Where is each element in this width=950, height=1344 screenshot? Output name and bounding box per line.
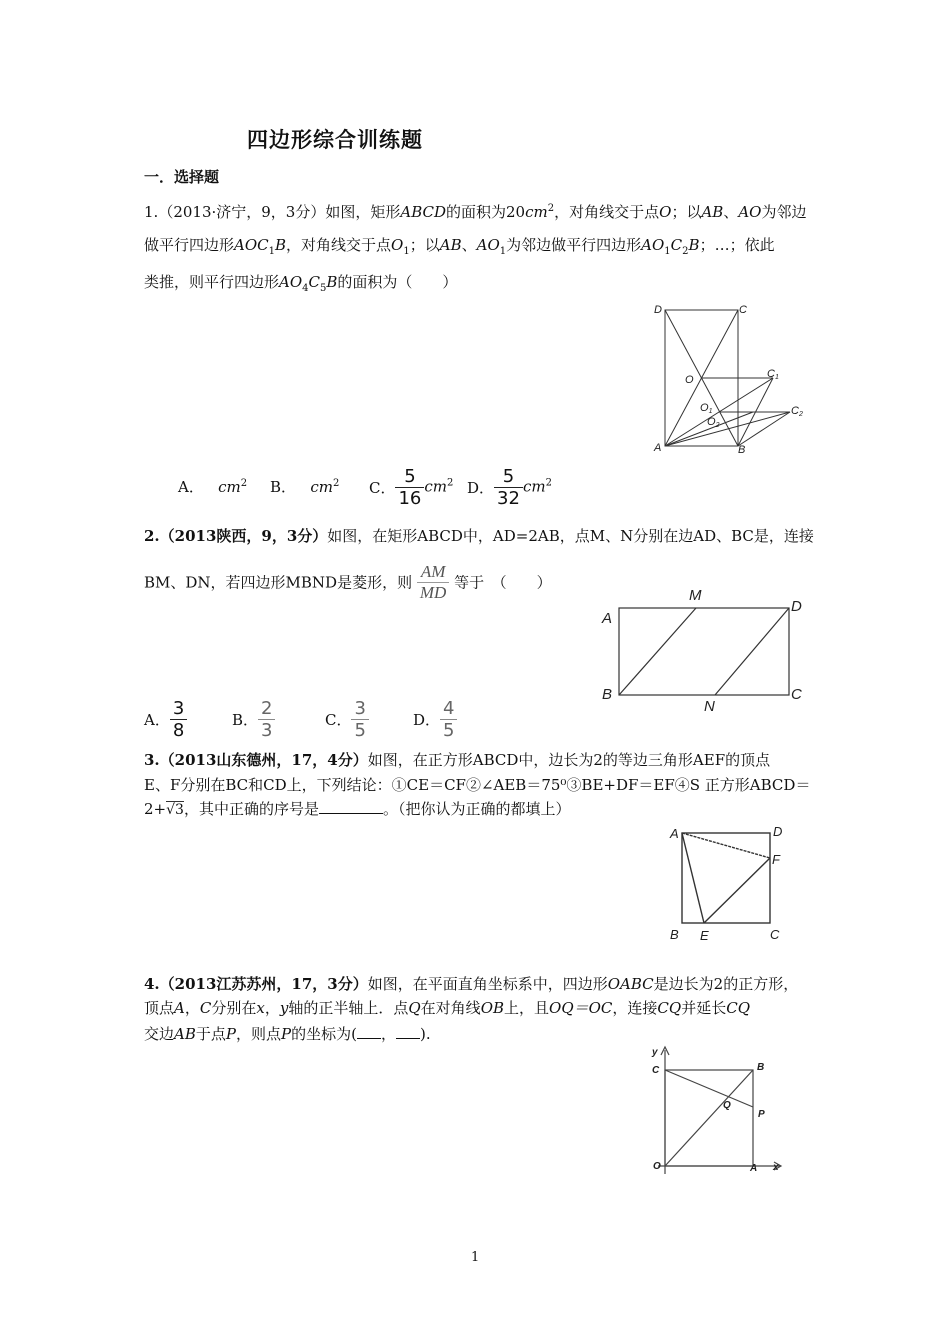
svg-text:B: B xyxy=(670,927,679,942)
svg-text:C: C xyxy=(770,927,780,942)
q4-figure xyxy=(640,1042,790,1182)
svg-text:E: E xyxy=(700,928,709,943)
q1-line3: 类推，则平行四边形$AO_4C_5B$的面积为（ ） xyxy=(144,273,458,294)
q2-figure xyxy=(595,583,815,715)
svg-text:D: D xyxy=(773,824,783,839)
rectangle-abcd xyxy=(619,608,789,695)
label-d: D xyxy=(654,304,662,316)
svg-text:x: x xyxy=(773,1162,779,1173)
q3-figure xyxy=(662,822,792,947)
svg-text:A: A xyxy=(602,610,613,627)
svg-text:C: C xyxy=(652,1065,660,1076)
answer-blank[interactable] xyxy=(319,813,383,814)
page-title: 四边形综合训练题 xyxy=(247,127,423,152)
segment-dn xyxy=(715,608,789,695)
label-a: A xyxy=(654,442,662,454)
q4-line2: 顶点A，C分别在x，y轴的正半轴上．点Q在对角线OB上，且OQ＝OC，连接CQ并延长CQ xyxy=(144,999,750,1017)
q1-option-d[interactable]: D． $\frac{5}{32}$ $cm^2$ xyxy=(467,466,552,509)
label-o2: O2 xyxy=(707,416,720,429)
svg-text:B: B xyxy=(757,1062,765,1073)
answer-blank-y[interactable] xyxy=(396,1038,420,1039)
diagonal-ob xyxy=(665,1070,753,1166)
q4-line1: 4.（2013江苏苏州，17，3分）如图，在平面直角坐标系中，四边形OABC是边长为2的正方形， xyxy=(144,975,799,993)
q1-figure xyxy=(645,300,815,460)
square-abcd xyxy=(682,833,770,923)
svg-text:O: O xyxy=(653,1161,661,1172)
svg-text:N: N xyxy=(704,698,715,715)
answer-blank-x[interactable] xyxy=(357,1038,381,1039)
q2-line2: BM、DN，若四边形MBND是菱形，则 $\frac{AM}{MD}$ 等于 （ ） xyxy=(144,562,552,602)
svg-text:y: y xyxy=(652,1047,658,1058)
q2-option-c[interactable]: C． $\frac{3}{5}$ xyxy=(325,698,369,741)
q2-fraction: $\frac{AM}{MD}$ xyxy=(417,562,449,603)
q2-option-a[interactable]: A． $\frac{3}{8}$ xyxy=(144,698,187,741)
label-o: O xyxy=(685,374,694,386)
svg-text:Q: Q xyxy=(723,1100,731,1111)
page-number: 1 xyxy=(471,1250,480,1265)
svg-text:B: B xyxy=(602,686,613,703)
q2-option-d[interactable]: D． $\frac{4}{5}$ xyxy=(413,698,457,741)
label-o1: O1 xyxy=(700,402,713,415)
label-c: C xyxy=(739,304,747,316)
q3-line1: 3.（2013山东德州，17，4分）如图，在正方形ABCD中，边长为2的等边三角形AEF的顶点 xyxy=(144,751,771,769)
sqrt-symbol: √3 xyxy=(166,802,184,818)
q2-line1: 2.（2013陕西，9，3分）如图，在矩形ABCD中，AD=2AB，点M、N分别在边AD、BC是，连接 xyxy=(144,527,814,545)
q1-option-b[interactable]: B． $cm^2$ xyxy=(270,478,340,496)
svg-text:M: M xyxy=(689,587,702,604)
label-c1: C1 xyxy=(767,368,779,381)
q4-line3: 交边AB于点P，则点P的坐标为( ， ). xyxy=(144,1025,431,1043)
svg-text:D: D xyxy=(791,598,802,615)
section-heading: 一．选择题 xyxy=(144,168,220,186)
q2-option-b[interactable]: B． $\frac{2}{3}$ xyxy=(232,698,275,741)
q3-line3: 2+√3，其中正确的序号是 。（把你认为正确的都填上） xyxy=(144,800,571,818)
svg-text:C: C xyxy=(791,686,802,703)
q3-line2: E、F分别在BC和CD上，下列结论：①CE＝CF②∠AEB＝75⁰③BE+DF＝EF④S 正方形ABCD＝ xyxy=(144,776,811,794)
q1-option-c[interactable]: C． $\frac{5}{16}$ $cm^2$ xyxy=(369,466,454,509)
svg-text:P: P xyxy=(758,1109,765,1120)
q1-line1: 1.（2013·济宁，9，3分）如图，矩形ABCD的面积为$20cm^2$，对角线交于点O；以AB、AO为邻边 xyxy=(144,203,807,221)
q1-option-a[interactable]: A． $cm^2$ xyxy=(178,478,248,496)
segment-bm xyxy=(619,608,696,695)
label-b: B xyxy=(738,444,746,456)
svg-text:A: A xyxy=(670,826,679,841)
segment-cp xyxy=(665,1070,753,1107)
svg-text:A: A xyxy=(750,1163,758,1174)
q1-line2: 做平行四边形$AOC_1B$，对角线交于点$O_1$；以AB、$AO_1$为邻边做平行四边形$AO_1C_2B$；…；依此 xyxy=(144,236,775,257)
label-c2: C2 xyxy=(791,405,803,418)
svg-text:F: F xyxy=(772,852,780,867)
